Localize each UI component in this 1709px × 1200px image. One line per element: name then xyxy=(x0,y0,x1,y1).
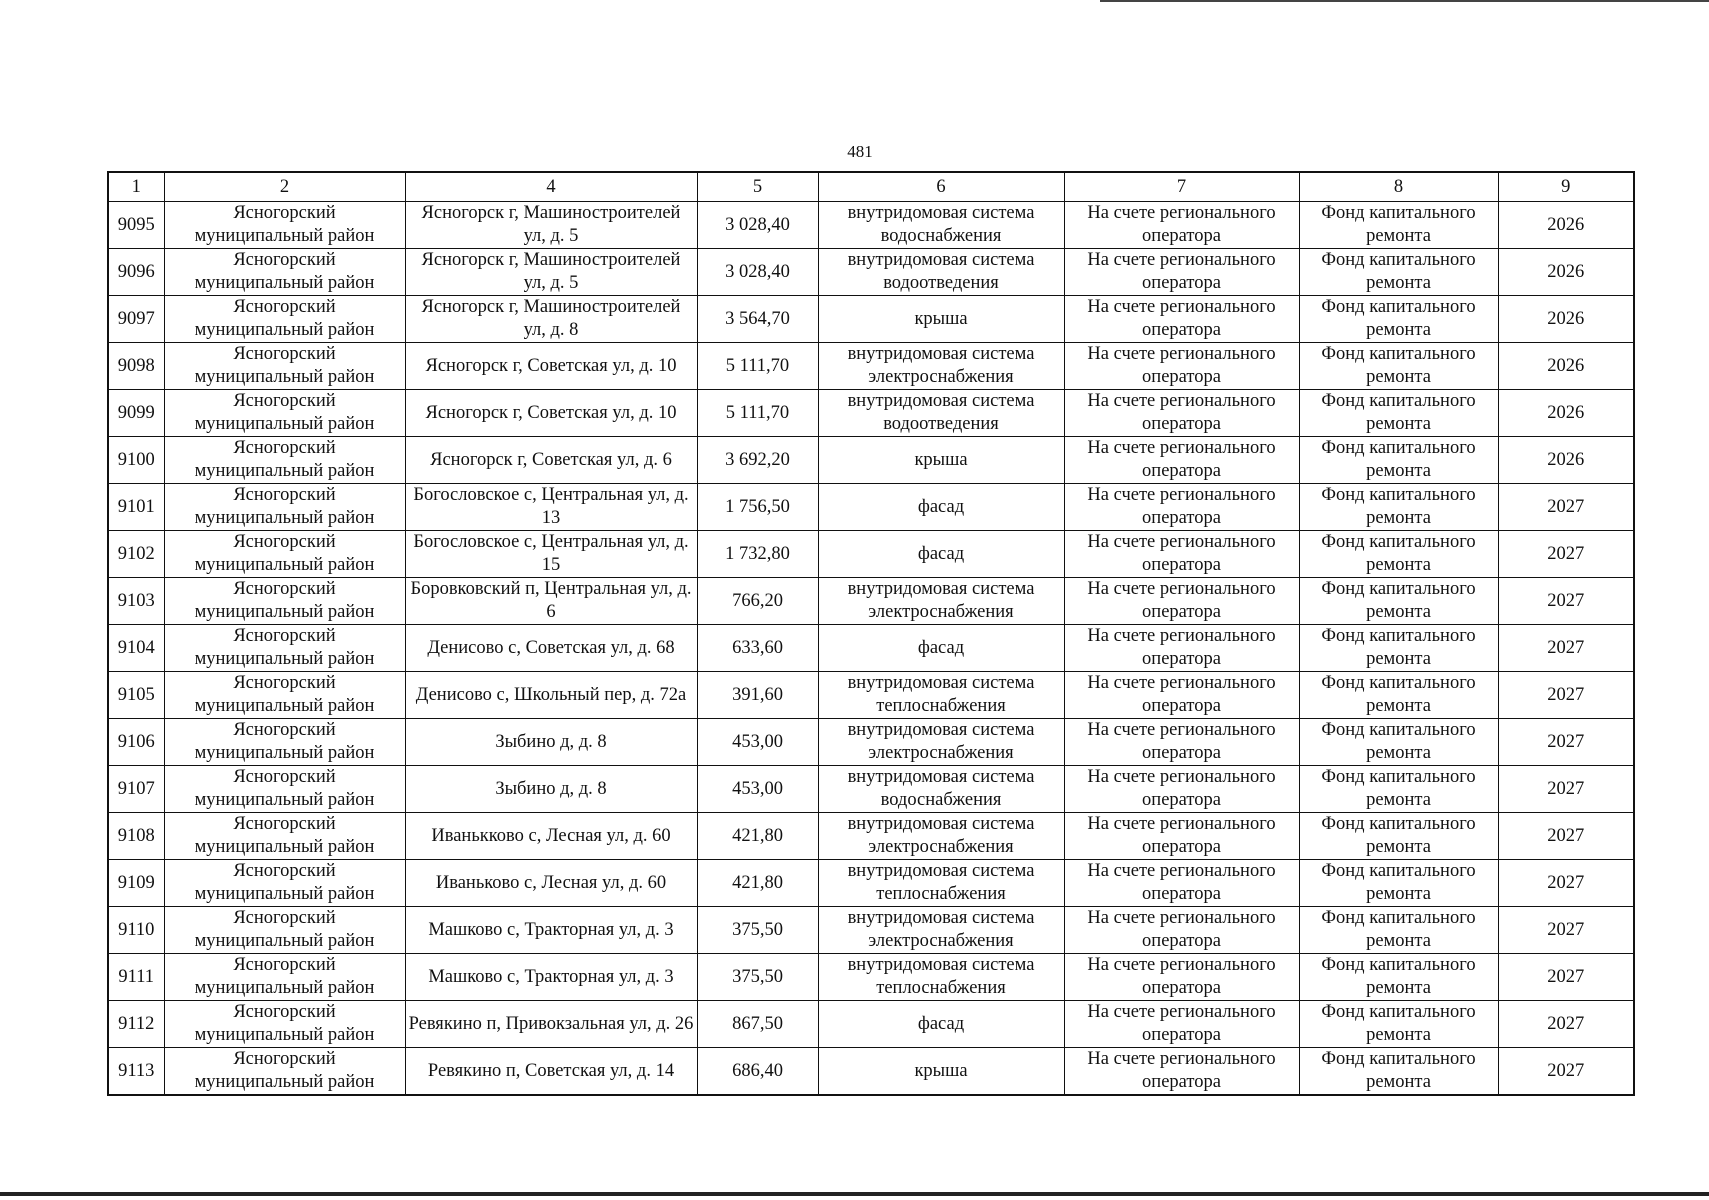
address-cell: Ясногорск г, Машиностроителей ул, д. 5 xyxy=(405,249,697,296)
row-number-cell: 9098 xyxy=(108,343,164,390)
area-cell: 375,50 xyxy=(697,907,818,954)
area-cell: 421,80 xyxy=(697,860,818,907)
table-row xyxy=(108,437,1634,484)
funding-source-cell: Фонд капитального ремонта xyxy=(1299,907,1498,954)
municipality-cell: Ясногорский муниципальный район xyxy=(164,672,405,719)
work-type-cell: внутридомовая система электроснабжения xyxy=(818,813,1064,860)
account-cell: На счете регионального оператора xyxy=(1064,1001,1299,1048)
funding-source-cell: Фонд капитального ремонта xyxy=(1299,437,1498,484)
registry-table xyxy=(107,171,1635,1096)
year-cell: 2027 xyxy=(1498,625,1634,672)
address-cell: Ревякино п, Советская ул, д. 14 xyxy=(405,1048,697,1096)
header-row xyxy=(108,172,1634,202)
funding-source-cell: Фонд капитального ремонта xyxy=(1299,531,1498,578)
year-cell: 2027 xyxy=(1498,484,1634,531)
area-cell: 766,20 xyxy=(697,578,818,625)
row-number-cell: 9107 xyxy=(108,766,164,813)
header-cell: 4 xyxy=(405,172,697,202)
funding-source-cell: Фонд капитального ремонта xyxy=(1299,1001,1498,1048)
table-row xyxy=(108,766,1634,813)
municipality-cell: Ясногорский муниципальный район xyxy=(164,249,405,296)
account-cell: На счете регионального оператора xyxy=(1064,625,1299,672)
table-row xyxy=(108,860,1634,907)
address-cell: Ясногорск г, Советская ул, д. 6 xyxy=(405,437,697,484)
row-number-cell: 9112 xyxy=(108,1001,164,1048)
table-row xyxy=(108,1048,1634,1096)
table-row xyxy=(108,672,1634,719)
year-cell: 2027 xyxy=(1498,578,1634,625)
municipality-cell: Ясногорский муниципальный район xyxy=(164,954,405,1001)
work-type-cell: внутридомовая система теплоснабжения xyxy=(818,860,1064,907)
address-cell: Боровковский п, Центральная ул, д. 6 xyxy=(405,578,697,625)
funding-source-cell: Фонд капитального ремонта xyxy=(1299,296,1498,343)
address-cell: Богословское с, Центральная ул, д. 15 xyxy=(405,531,697,578)
account-cell: На счете регионального оператора xyxy=(1064,343,1299,390)
address-cell: Ревякино п, Привокзальная ул, д. 26 xyxy=(405,1001,697,1048)
year-cell: 2026 xyxy=(1498,437,1634,484)
work-type-cell: внутридомовая система электроснабжения xyxy=(818,578,1064,625)
municipality-cell: Ясногорский муниципальный район xyxy=(164,437,405,484)
year-cell: 2027 xyxy=(1498,719,1634,766)
municipality-cell: Ясногорский муниципальный район xyxy=(164,202,405,249)
table-row xyxy=(108,249,1634,296)
account-cell: На счете регионального оператора xyxy=(1064,437,1299,484)
row-number-cell: 9103 xyxy=(108,578,164,625)
row-number-cell: 9113 xyxy=(108,1048,164,1096)
row-number-cell: 9108 xyxy=(108,813,164,860)
row-number-cell: 9102 xyxy=(108,531,164,578)
funding-source-cell: Фонд капитального ремонта xyxy=(1299,766,1498,813)
address-cell: Иваньково с, Лесная ул, д. 60 xyxy=(405,860,697,907)
funding-source-cell: Фонд капитального ремонта xyxy=(1299,625,1498,672)
area-cell: 3 028,40 xyxy=(697,249,818,296)
work-type-cell: внутридомовая система водоотведения xyxy=(818,390,1064,437)
scan-edge-bottom xyxy=(0,1192,1709,1196)
work-type-cell: внутридомовая система электроснабжения xyxy=(818,343,1064,390)
address-cell: Денисово с, Советская ул, д. 68 xyxy=(405,625,697,672)
row-number-cell: 9101 xyxy=(108,484,164,531)
header-cell: 6 xyxy=(818,172,1064,202)
page-number: 481 xyxy=(847,142,873,161)
table-row xyxy=(108,1001,1634,1048)
address-cell: Машково с, Тракторная ул, д. 3 xyxy=(405,907,697,954)
account-cell: На счете регионального оператора xyxy=(1064,531,1299,578)
area-cell: 3 028,40 xyxy=(697,202,818,249)
area-cell: 375,50 xyxy=(697,954,818,1001)
table-row xyxy=(108,390,1634,437)
row-number-cell: 9106 xyxy=(108,719,164,766)
header-cell: 9 xyxy=(1498,172,1634,202)
year-cell: 2027 xyxy=(1498,907,1634,954)
area-cell: 5 111,70 xyxy=(697,343,818,390)
area-cell: 633,60 xyxy=(697,625,818,672)
work-type-cell: внутридомовая система теплоснабжения xyxy=(818,672,1064,719)
account-cell: На счете регионального оператора xyxy=(1064,390,1299,437)
work-type-cell: крыша xyxy=(818,437,1064,484)
address-cell: Ясногорск г, Машиностроителей ул, д. 8 xyxy=(405,296,697,343)
municipality-cell: Ясногорский муниципальный район xyxy=(164,296,405,343)
table-row xyxy=(108,578,1634,625)
account-cell: На счете регионального оператора xyxy=(1064,766,1299,813)
year-cell: 2027 xyxy=(1498,1001,1634,1048)
table-row xyxy=(108,813,1634,860)
work-type-cell: внутридомовая система электроснабжения xyxy=(818,719,1064,766)
year-cell: 2026 xyxy=(1498,296,1634,343)
funding-source-cell: Фонд капитального ремонта xyxy=(1299,578,1498,625)
table-row xyxy=(108,625,1634,672)
municipality-cell: Ясногорский муниципальный район xyxy=(164,1001,405,1048)
year-cell: 2027 xyxy=(1498,1048,1634,1096)
table-row xyxy=(108,907,1634,954)
work-type-cell: фасад xyxy=(818,484,1064,531)
address-cell: Денисово с, Школьный пер, д. 72а xyxy=(405,672,697,719)
area-cell: 3 692,20 xyxy=(697,437,818,484)
table-body xyxy=(108,202,1634,1096)
area-cell: 391,60 xyxy=(697,672,818,719)
work-type-cell: внутридомовая система водоснабжения xyxy=(818,202,1064,249)
municipality-cell: Ясногорский муниципальный район xyxy=(164,860,405,907)
area-cell: 3 564,70 xyxy=(697,296,818,343)
table-row xyxy=(108,343,1634,390)
table-row xyxy=(108,531,1634,578)
row-number-cell: 9110 xyxy=(108,907,164,954)
area-cell: 453,00 xyxy=(697,719,818,766)
municipality-cell: Ясногорский муниципальный район xyxy=(164,766,405,813)
year-cell: 2027 xyxy=(1498,672,1634,719)
year-cell: 2027 xyxy=(1498,860,1634,907)
municipality-cell: Ясногорский муниципальный район xyxy=(164,1048,405,1096)
row-number-cell: 9096 xyxy=(108,249,164,296)
year-cell: 2027 xyxy=(1498,954,1634,1001)
funding-source-cell: Фонд капитального ремонта xyxy=(1299,1048,1498,1096)
account-cell: На счете регионального оператора xyxy=(1064,249,1299,296)
municipality-cell: Ясногорский муниципальный район xyxy=(164,578,405,625)
account-cell: На счете регионального оператора xyxy=(1064,1048,1299,1096)
municipality-cell: Ясногорский муниципальный район xyxy=(164,719,405,766)
work-type-cell: фасад xyxy=(818,1001,1064,1048)
header-cell: 2 xyxy=(164,172,405,202)
funding-source-cell: Фонд капитального ремонта xyxy=(1299,484,1498,531)
funding-source-cell: Фонд капитального ремонта xyxy=(1299,249,1498,296)
address-cell: Зыбино д, д. 8 xyxy=(405,719,697,766)
funding-source-cell: Фонд капитального ремонта xyxy=(1299,719,1498,766)
work-type-cell: крыша xyxy=(818,296,1064,343)
table-row xyxy=(108,202,1634,249)
year-cell: 2027 xyxy=(1498,766,1634,813)
row-number-cell: 9100 xyxy=(108,437,164,484)
year-cell: 2026 xyxy=(1498,202,1634,249)
account-cell: На счете регионального оператора xyxy=(1064,907,1299,954)
area-cell: 5 111,70 xyxy=(697,390,818,437)
work-type-cell: крыша xyxy=(818,1048,1064,1096)
work-type-cell: внутридомовая система водоотведения xyxy=(818,249,1064,296)
table-row xyxy=(108,296,1634,343)
address-cell: Иванькково с, Лесная ул, д. 60 xyxy=(405,813,697,860)
work-type-cell: внутридомовая система теплоснабжения xyxy=(818,954,1064,1001)
header-cell: 1 xyxy=(108,172,164,202)
funding-source-cell: Фонд капитального ремонта xyxy=(1299,672,1498,719)
header-cell: 5 xyxy=(697,172,818,202)
year-cell: 2027 xyxy=(1498,531,1634,578)
funding-source-cell: Фонд капитального ремонта xyxy=(1299,860,1498,907)
address-cell: Ясногорск г, Машиностроителей ул, д. 5 xyxy=(405,202,697,249)
year-cell: 2026 xyxy=(1498,249,1634,296)
municipality-cell: Ясногорский муниципальный район xyxy=(164,343,405,390)
scan-edge-top xyxy=(1100,0,1709,2)
municipality-cell: Ясногорский муниципальный район xyxy=(164,531,405,578)
address-cell: Ясногорск г, Советская ул, д. 10 xyxy=(405,390,697,437)
municipality-cell: Ясногорский муниципальный район xyxy=(164,625,405,672)
funding-source-cell: Фонд капитального ремонта xyxy=(1299,390,1498,437)
account-cell: На счете регионального оператора xyxy=(1064,484,1299,531)
municipality-cell: Ясногорский муниципальный район xyxy=(164,390,405,437)
table-header xyxy=(108,172,1634,202)
municipality-cell: Ясногорский муниципальный район xyxy=(164,484,405,531)
row-number-cell: 9097 xyxy=(108,296,164,343)
address-cell: Богословское с, Центральная ул, д. 13 xyxy=(405,484,697,531)
area-cell: 421,80 xyxy=(697,813,818,860)
area-cell: 1 756,50 xyxy=(697,484,818,531)
funding-source-cell: Фонд капитального ремонта xyxy=(1299,202,1498,249)
account-cell: На счете регионального оператора xyxy=(1064,578,1299,625)
header-cell: 7 xyxy=(1064,172,1299,202)
area-cell: 453,00 xyxy=(697,766,818,813)
account-cell: На счете регионального оператора xyxy=(1064,813,1299,860)
year-cell: 2027 xyxy=(1498,813,1634,860)
area-cell: 867,50 xyxy=(697,1001,818,1048)
municipality-cell: Ясногорский муниципальный район xyxy=(164,907,405,954)
row-number-cell: 9099 xyxy=(108,390,164,437)
table-row xyxy=(108,954,1634,1001)
account-cell: На счете регионального оператора xyxy=(1064,672,1299,719)
row-number-cell: 9109 xyxy=(108,860,164,907)
municipality-cell: Ясногорский муниципальный район xyxy=(164,813,405,860)
account-cell: На счете регионального оператора xyxy=(1064,296,1299,343)
row-number-cell: 9104 xyxy=(108,625,164,672)
table-row xyxy=(108,719,1634,766)
funding-source-cell: Фонд капитального ремонта xyxy=(1299,343,1498,390)
address-cell: Ясногорск г, Советская ул, д. 10 xyxy=(405,343,697,390)
area-cell: 1 732,80 xyxy=(697,531,818,578)
address-cell: Зыбино д, д. 8 xyxy=(405,766,697,813)
work-type-cell: внутридомовая система водоснабжения xyxy=(818,766,1064,813)
account-cell: На счете регионального оператора xyxy=(1064,954,1299,1001)
address-cell: Машково с, Тракторная ул, д. 3 xyxy=(405,954,697,1001)
account-cell: На счете регионального оператора xyxy=(1064,860,1299,907)
funding-source-cell: Фонд капитального ремонта xyxy=(1299,813,1498,860)
area-cell: 686,40 xyxy=(697,1048,818,1096)
row-number-cell: 9105 xyxy=(108,672,164,719)
account-cell: На счете регионального оператора xyxy=(1064,202,1299,249)
table-row xyxy=(108,484,1634,531)
account-cell: На счете регионального оператора xyxy=(1064,719,1299,766)
row-number-cell: 9095 xyxy=(108,202,164,249)
work-type-cell: внутридомовая система электроснабжения xyxy=(818,907,1064,954)
year-cell: 2026 xyxy=(1498,343,1634,390)
work-type-cell: фасад xyxy=(818,625,1064,672)
row-number-cell: 9111 xyxy=(108,954,164,1001)
funding-source-cell: Фонд капитального ремонта xyxy=(1299,954,1498,1001)
header-cell: 8 xyxy=(1299,172,1498,202)
year-cell: 2026 xyxy=(1498,390,1634,437)
work-type-cell: фасад xyxy=(818,531,1064,578)
